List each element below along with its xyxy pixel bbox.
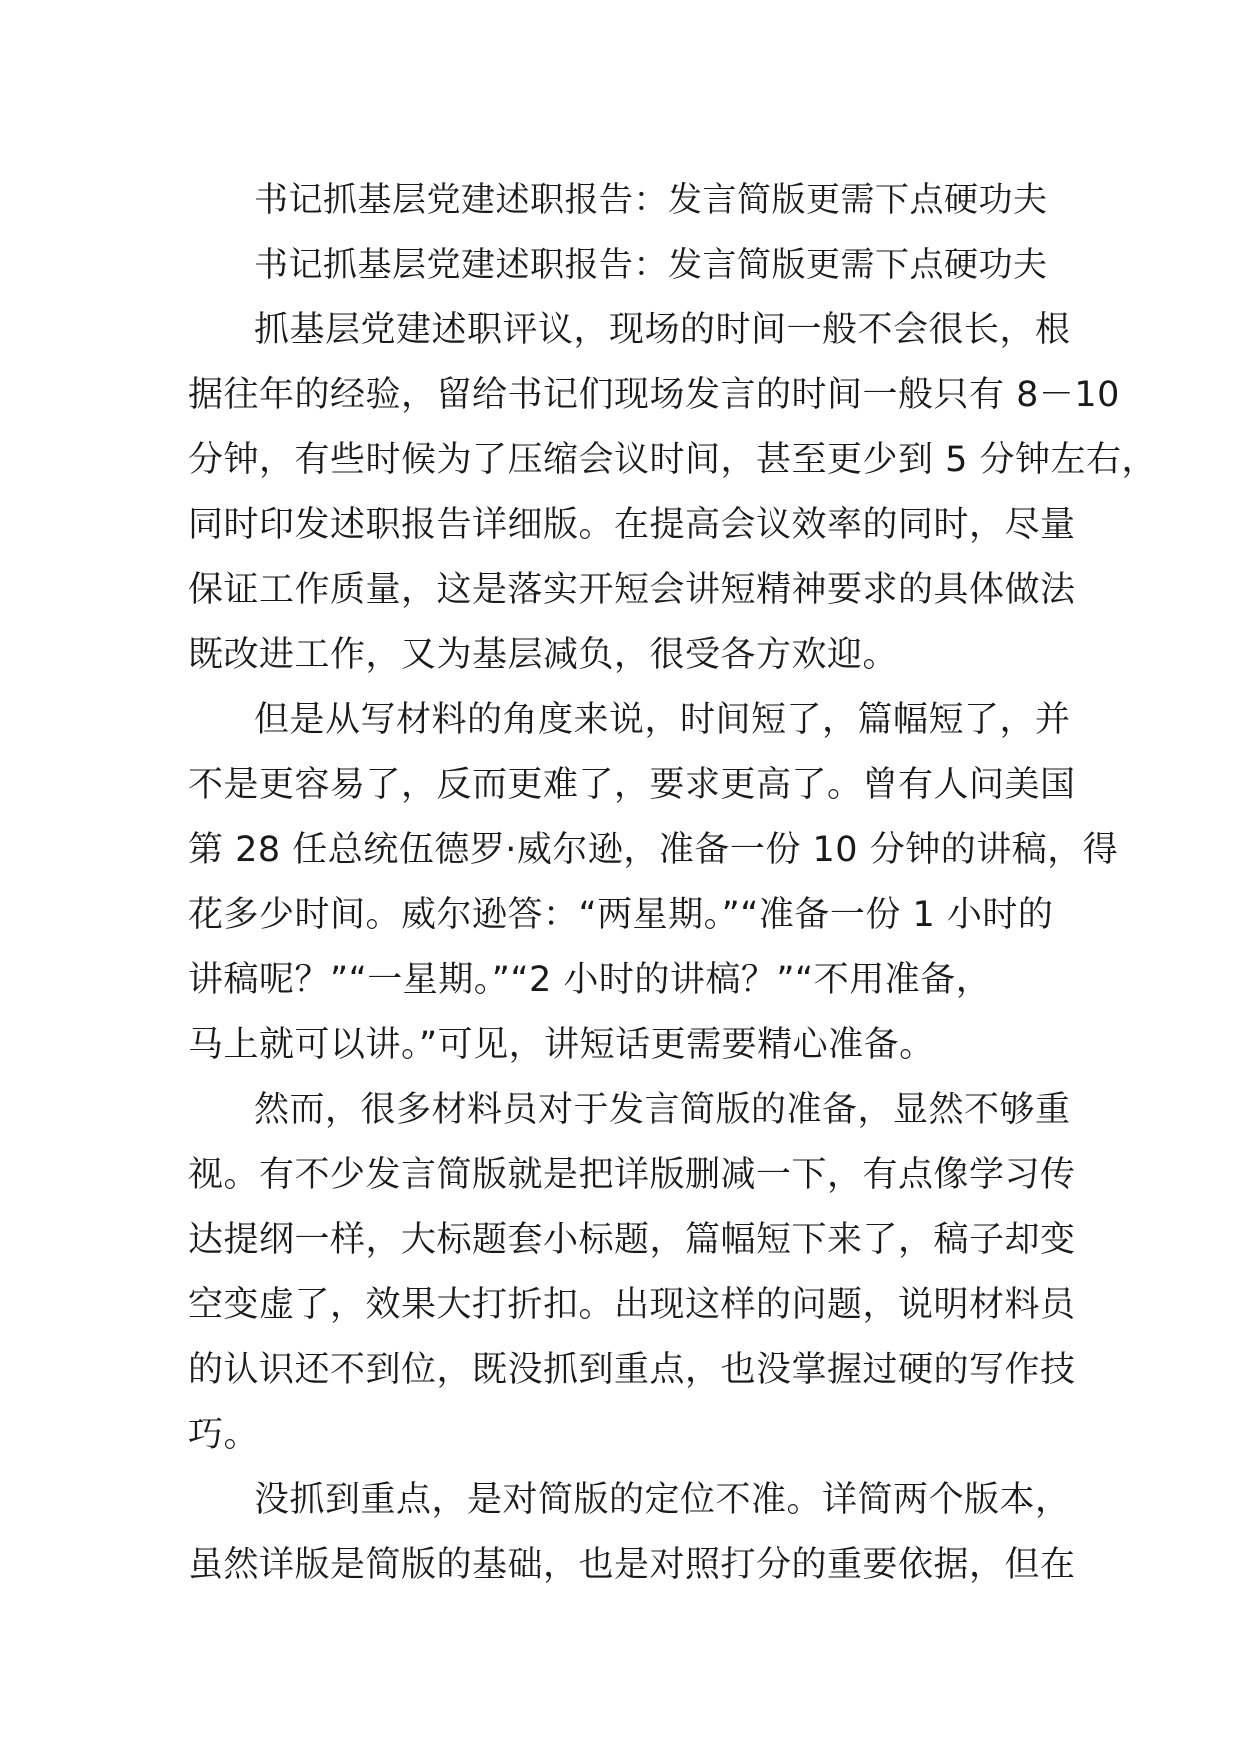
paragraph-2-line-3: 第 28 任总统伍德罗·威尔逊，准备一份 10 分钟的讲稿，得: [188, 830, 1119, 870]
paragraph-1-line-3: 分钟，有些时候为了压缩会议时间，甚至更少到 5 分钟左右，: [188, 440, 1158, 480]
paragraph-1-line-1: 抓基层党建述职评议，现场的时间一般不会很长，根: [254, 310, 1071, 350]
paragraph-3-line-1: 然而，很多材料员对于发言简版的准备，显然不够重: [254, 1090, 1071, 1130]
paragraph-4-line-1: 没抓到重点，是对简版的定位不准。详简两个版本，: [254, 1480, 1071, 1520]
document-title: 书记抓基层党建述职报告：发言简版更需下点硬功夫: [254, 180, 1048, 220]
paragraph-4-line-2: 虽然详版是简版的基础，也是对照打分的重要依据，但在: [188, 1545, 1076, 1585]
paragraph-3-line-4: 空变虚了，效果大打折扣。出现这样的问题，说明材料员: [188, 1285, 1076, 1325]
paragraph-1-line-2: 据往年的经验，留给书记们现场发言的时间一般只有 8－10: [188, 375, 1120, 415]
paragraph-1-line-6: 既改进工作，又为基层减负，很受各方欢迎。: [188, 635, 899, 675]
paragraph-3-line-5: 的认识还不到位，既没抓到重点，也没掌握过硬的写作技: [188, 1350, 1076, 1390]
paragraph-2-line-6: 马上就可以讲。”可见，讲短话更需要精心准备。: [188, 1025, 935, 1065]
paragraph-3-line-3: 达提纲一样，大标题套小标题，篇幅短下来了，稿子却变: [188, 1220, 1076, 1260]
paragraph-3-line-6: 巧。: [188, 1415, 260, 1455]
paragraph-2-line-4: 花多少时间。威尔逊答：“两星期。”“准备一份 1 小时的: [188, 895, 1054, 935]
document-body: [188, 168, 1158, 1598]
paragraph-2-line-2: 不是更容易了，反而更难了，要求更高了。曾有人问美国: [188, 765, 1076, 805]
paragraph-2-line-1: 但是从写材料的角度来说，时间短了，篇幅短了，并: [254, 700, 1071, 740]
paragraph-1-line-5: 保证工作质量，这是落实开短会讲短精神要求的具体做法: [188, 570, 1076, 610]
paragraph-2-line-5: 讲稿呢？”“一星期。”“2 小时的讲槁？”“不用准备，: [188, 960, 992, 1000]
paragraph-1-line-4: 同时印发述职报告详细版。在提高会议效率的同时，尽量: [188, 505, 1076, 545]
document-subtitle: 书记抓基层党建述职报告：发言简版更需下点硬功夫: [254, 245, 1048, 285]
paragraph-3-line-2: 视。有不少发言简版就是把详版删减一下，有点像学习传: [188, 1155, 1076, 1195]
